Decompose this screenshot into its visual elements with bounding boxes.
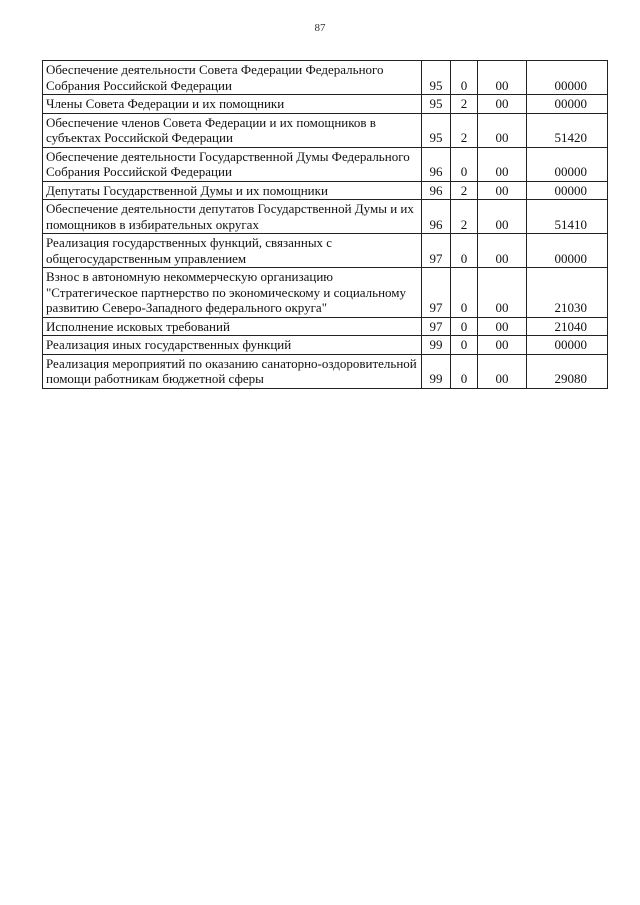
table-row	[43, 336, 608, 355]
code-direction: 00000	[527, 181, 608, 200]
table-row	[43, 147, 608, 181]
code-subprogram: 2	[451, 113, 478, 147]
row-name: Реализация иных государственных функций	[43, 336, 422, 355]
code-program: 97	[422, 268, 451, 318]
budget-classification-table	[42, 60, 608, 389]
row-name: Обеспечение деятельности Совета Федерации Федерального Собрания Российской Федерации	[43, 61, 422, 95]
code-direction: 00000	[527, 95, 608, 114]
code-subprogram: 2	[451, 95, 478, 114]
code-subprogram: 2	[451, 200, 478, 234]
code-main-event: 00	[478, 354, 527, 388]
row-name: Реализация мероприятий по оказанию санаторно-оздоровительной помощи работникам бюджетной сферы	[43, 354, 422, 388]
code-program: 96	[422, 181, 451, 200]
code-direction: 51420	[527, 113, 608, 147]
code-program: 95	[422, 113, 451, 147]
code-direction: 00000	[527, 61, 608, 95]
code-main-event: 00	[478, 317, 527, 336]
code-direction: 21040	[527, 317, 608, 336]
page-number: 87	[314, 22, 326, 34]
code-subprogram: 2	[451, 181, 478, 200]
code-direction: 00000	[527, 147, 608, 181]
table-row	[43, 61, 608, 95]
code-program: 99	[422, 354, 451, 388]
code-subprogram: 0	[451, 234, 478, 268]
code-main-event: 00	[478, 147, 527, 181]
table-row	[43, 234, 608, 268]
code-program: 96	[422, 147, 451, 181]
code-main-event: 00	[478, 95, 527, 114]
code-program: 95	[422, 95, 451, 114]
table-row	[43, 95, 608, 114]
code-main-event: 00	[478, 181, 527, 200]
code-subprogram: 0	[451, 61, 478, 95]
code-main-event: 00	[478, 113, 527, 147]
code-program: 97	[422, 317, 451, 336]
code-program: 95	[422, 61, 451, 95]
code-program: 99	[422, 336, 451, 355]
table-row	[43, 317, 608, 336]
code-main-event: 00	[478, 200, 527, 234]
row-name: Депутаты Государственной Думы и их помощники	[43, 181, 422, 200]
row-name: Исполнение исковых требований	[43, 317, 422, 336]
code-subprogram: 0	[451, 147, 478, 181]
row-name: Обеспечение деятельности депутатов Государственной Думы и их помощников в избирательных округах	[43, 200, 422, 234]
row-name: Члены Совета Федерации и их помощники	[43, 95, 422, 114]
table-row	[43, 268, 608, 318]
code-program: 97	[422, 234, 451, 268]
code-direction: 51410	[527, 200, 608, 234]
code-subprogram: 0	[451, 317, 478, 336]
row-name: Реализация государственных функций, связанных с общегосударственным управлением	[43, 234, 422, 268]
row-name: Обеспечение членов Совета Федерации и их помощников в субъектах Российской Федерации	[43, 113, 422, 147]
code-subprogram: 0	[451, 268, 478, 318]
row-name: Взнос в автономную некоммерческую организацию "Стратегическое партнерство по экономическому и социальному развитию Северо-Западного федерального округа"	[43, 268, 422, 318]
code-direction: 21030	[527, 268, 608, 318]
table-row	[43, 181, 608, 200]
code-subprogram: 0	[451, 336, 478, 355]
code-main-event: 00	[478, 61, 527, 95]
code-main-event: 00	[478, 336, 527, 355]
code-program: 96	[422, 200, 451, 234]
table-row	[43, 113, 608, 147]
code-subprogram: 0	[451, 354, 478, 388]
table-row	[43, 200, 608, 234]
code-direction: 00000	[527, 336, 608, 355]
row-name: Обеспечение деятельности Государственной Думы Федерального Собрания Российской Федерации	[43, 147, 422, 181]
code-direction: 29080	[527, 354, 608, 388]
code-main-event: 00	[478, 268, 527, 318]
code-direction: 00000	[527, 234, 608, 268]
code-main-event: 00	[478, 234, 527, 268]
table-row	[43, 354, 608, 388]
